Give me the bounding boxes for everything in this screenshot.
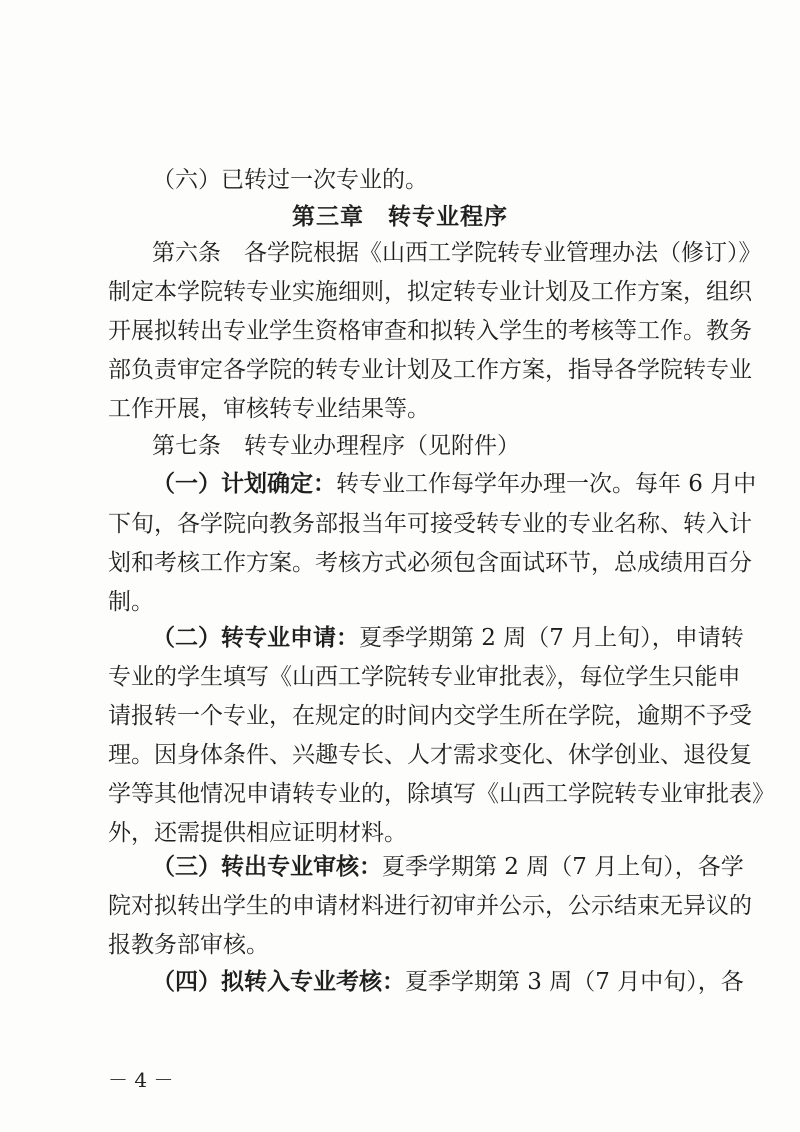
article6-line3: 开展拟转出专业学生资格审查和拟转入学生的考核等工作。教务 [108, 318, 752, 344]
article7-line1: 第七条 转专业办理程序（见附件） [152, 433, 520, 459]
step2-line3: 请报转一个专业，在规定的时间内交学生所在学院，逾期不予受 [108, 703, 752, 729]
step4-line1 [152, 967, 744, 997]
article6-line5: 工作开展，审核转专业结果等。 [108, 396, 430, 422]
step1-title: （一）计划确定： [152, 470, 336, 497]
step3-title: （三）转出专业审核： [152, 853, 382, 880]
article6-line2: 制定本学院转专业实施细则，拟定转专业计划及工作方案，组织 [108, 279, 752, 305]
step2-line5: 学等其他情况申请转专业的，除填写《山西工学院转专业审批表》 [108, 781, 775, 807]
step2-title: （二）转专业申请： [152, 624, 359, 651]
page-number: － 4 － [108, 1068, 174, 1092]
item-six-line: （六）已转过一次专业的。 [152, 167, 428, 193]
article6-line1: 第六条 各学院根据《山西工学院转专业管理办法（修订）》 [152, 240, 762, 266]
step1-line2: 下旬，各学院向教务部报当年可接受转专业的专业名称、转入计 [108, 511, 752, 537]
step3-line1-text: 夏季学期第 2 周（7 月上旬），各学 [382, 854, 744, 880]
step2-line2: 专业的学生填写《山西工学院转专业审批表》，每位学生只能申 [108, 664, 741, 690]
step3-line1 [152, 852, 744, 882]
step3-line3: 报教务部审核。 [108, 932, 269, 958]
step3-line2: 院对拟转出学生的申请材料进行初审并公示，公示结束无异议的 [108, 893, 752, 919]
step1-line4: 制。 [108, 589, 154, 615]
step4-title: （四）拟转入专业考核： [152, 968, 405, 995]
chapter-heading: 第三章 转专业程序 [292, 203, 508, 230]
step4-line1-text: 夏季学期第 3 周（7 月中旬），各 [405, 969, 744, 995]
step1-line3: 划和考核工作方案。考核方式必须包含面试环节，总成绩用百分 [108, 550, 752, 576]
step1-line1-text: 转专业工作每学年办理一次。每年 6 月中 [336, 471, 757, 497]
step2-line4: 理。因身体条件、兴趣专长、人才需求变化、休学创业、退役复 [108, 742, 752, 768]
step2-line1-text: 夏季学期第 2 周（7 月上旬），申请转 [359, 625, 744, 651]
step1-line1 [152, 469, 757, 499]
article6-line4: 部负责审定各学院的转专业计划及工作方案，指导各学院转专业 [108, 357, 752, 383]
step2-line1 [152, 623, 744, 653]
step2-line6: 外，还需提供相应证明材料。 [108, 820, 407, 846]
